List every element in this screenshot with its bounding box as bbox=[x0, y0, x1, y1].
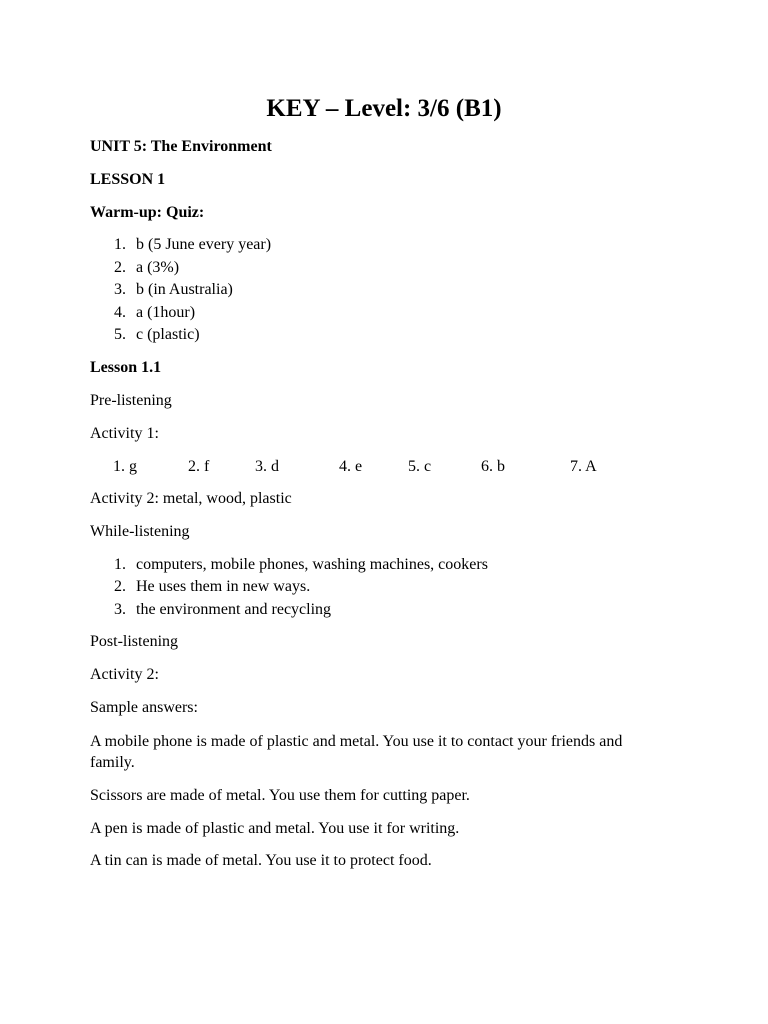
while-listening-heading: While-listening bbox=[90, 523, 190, 540]
lesson-1-1-heading: Lesson 1.1 bbox=[90, 359, 162, 376]
sample-answer: A pen is made of plastic and metal. You use it for writing. bbox=[90, 820, 460, 837]
post-listening-heading: Post-listening bbox=[90, 633, 179, 650]
pre-listening-heading: Pre-listening bbox=[90, 392, 172, 409]
list-number: 1. bbox=[114, 556, 126, 573]
post-activity-2-heading: Activity 2: bbox=[90, 666, 159, 683]
answer-item: 6. b bbox=[481, 458, 505, 475]
page-title: KEY – Level: 3/6 (B1) bbox=[266, 95, 502, 122]
list-text: computers, mobile phones, washing machines, cookers bbox=[136, 556, 488, 573]
list-text: b (in Australia) bbox=[136, 281, 233, 298]
sample-answers-heading: Sample answers: bbox=[90, 699, 198, 716]
sample-answer: A mobile phone is made of plastic and metal. You use it to contact your friends and family. bbox=[90, 733, 623, 771]
list-number: 1. bbox=[114, 236, 126, 253]
activity-1-heading: Activity 1: bbox=[90, 425, 159, 442]
answer-item: 5. c bbox=[408, 458, 432, 475]
answer-item: 2. f bbox=[188, 458, 210, 475]
list-number: 3. bbox=[114, 281, 126, 298]
list-text: the environment and recycling bbox=[136, 601, 332, 618]
answer-item: 1. g bbox=[113, 458, 137, 475]
list-number: 5. bbox=[114, 326, 126, 343]
list-number: 2. bbox=[114, 259, 126, 276]
list-number: 3. bbox=[114, 601, 126, 618]
list-text: He uses them in new ways. bbox=[136, 578, 311, 595]
answer-item: 3. d bbox=[255, 458, 279, 475]
lesson-heading: LESSON 1 bbox=[90, 171, 166, 188]
unit-heading: UNIT 5: The Environment bbox=[90, 138, 272, 155]
list-text: c (plastic) bbox=[136, 326, 200, 343]
sample-answer: Scissors are made of metal. You use them for cutting paper. bbox=[90, 787, 470, 804]
sample-answer: A tin can is made of metal. You use it to protect food. bbox=[90, 852, 432, 869]
list-text: b (5 June every year) bbox=[136, 236, 272, 253]
list-number: 2. bbox=[114, 578, 126, 595]
answer-item: 4. e bbox=[339, 458, 363, 475]
list-text: a (3%) bbox=[136, 259, 180, 276]
answer-item: 7. A bbox=[570, 458, 597, 475]
list-text: a (1hour) bbox=[136, 304, 196, 321]
activity-2-line: Activity 2: metal, wood, plastic bbox=[90, 490, 292, 507]
warmup-heading: Warm-up: Quiz: bbox=[90, 204, 205, 221]
list-number: 4. bbox=[114, 304, 126, 321]
